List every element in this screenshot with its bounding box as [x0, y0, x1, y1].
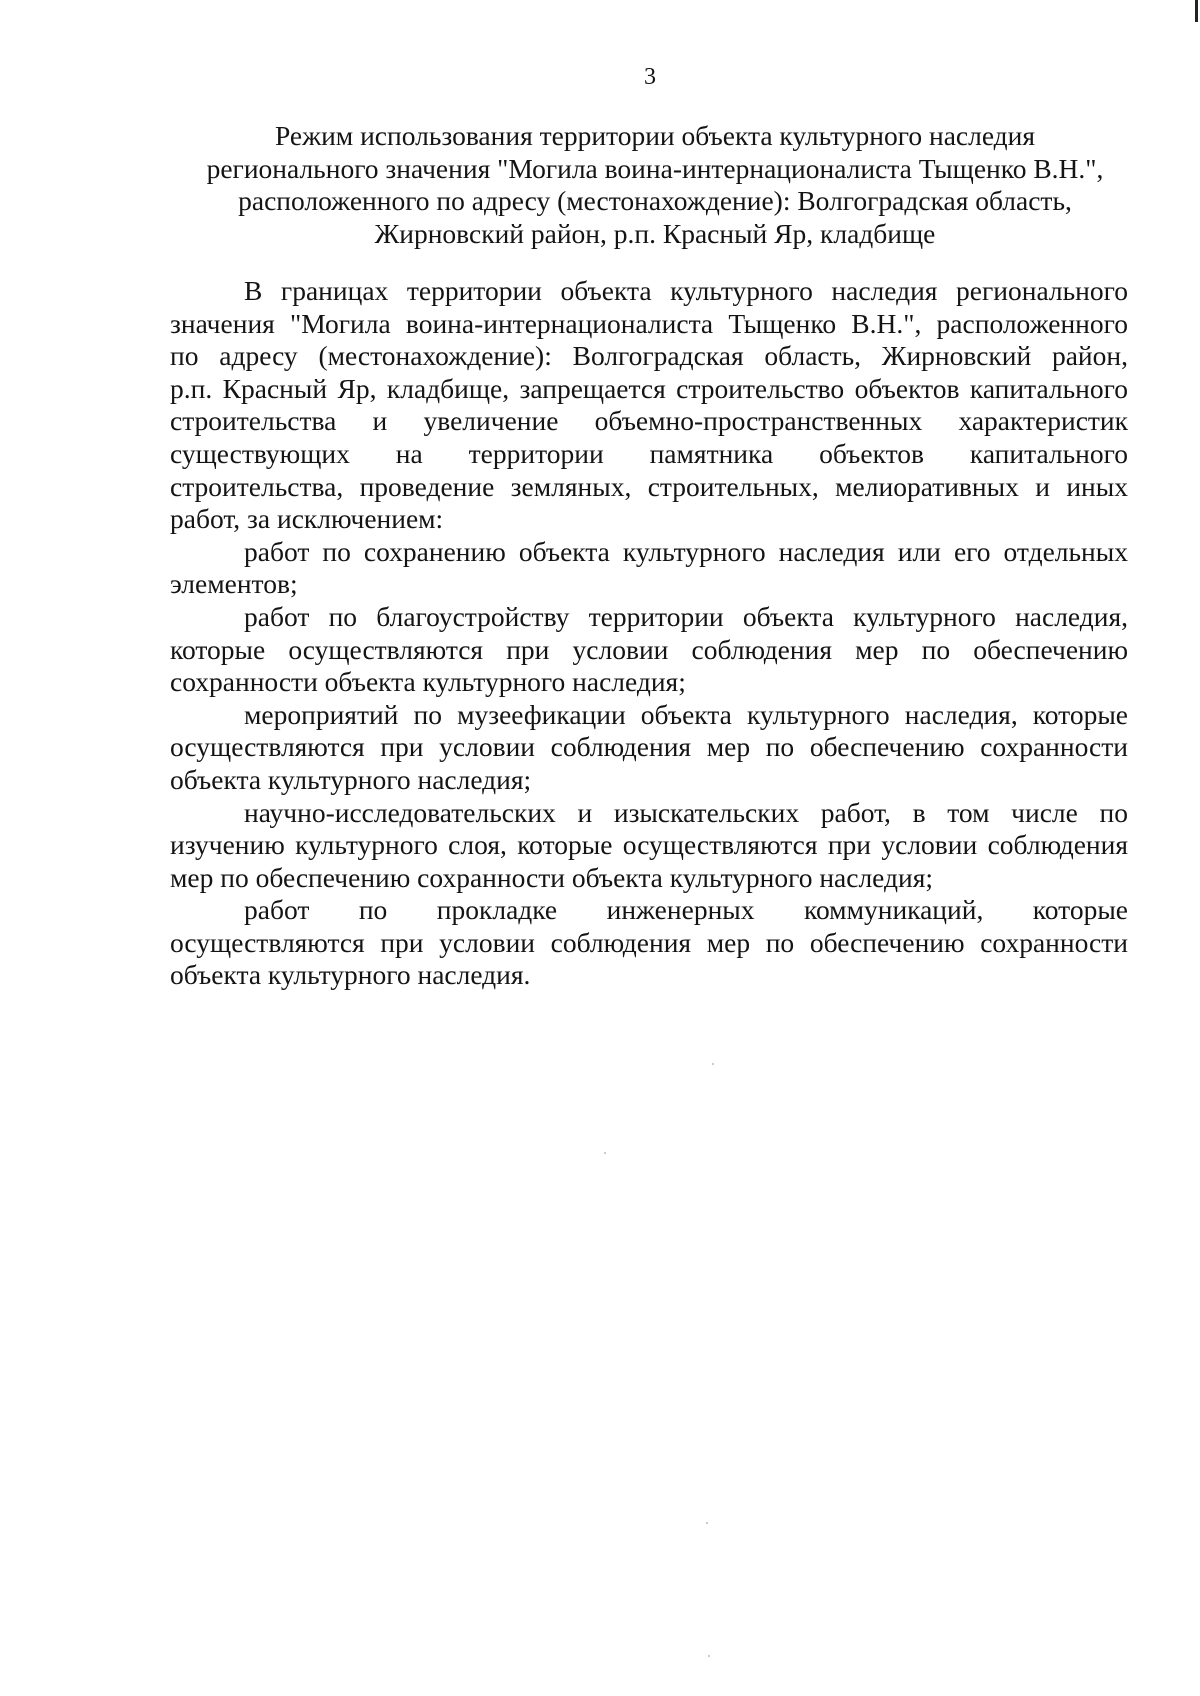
- paragraph-line: существующих на территории памятника объектов капитального: [170, 437, 1128, 469]
- paragraph-line: работ по сохранению объекта культурного наследия или его отдельных: [244, 535, 1128, 567]
- body-paragraph: [170, 894, 1128, 992]
- paragraph-line: значения "Могила воина-интернационалиста Тыщенко В.Н.", расположенного: [170, 307, 1128, 339]
- paragraph-last-line: элементов;: [170, 568, 298, 600]
- body-paragraph: [170, 536, 1128, 601]
- heading-line: регионального значения "Могила воина-интернационалиста Тыщенко В.Н.",: [206, 152, 1104, 184]
- scan-speck: [708, 1655, 710, 1657]
- body-paragraph: [170, 797, 1128, 895]
- heading-line: расположенного по адресу (местонахождение): Волгоградская область,: [238, 185, 1072, 216]
- paragraph-line: строительства и увеличение объемно-пространственных характеристик: [170, 405, 1128, 437]
- paragraph-line: которые осуществляются при условии соблюдения мер по обеспечению: [170, 633, 1128, 665]
- page-number: 3: [644, 64, 656, 90]
- heading-line: Режим использования территории объекта культурного наследия: [274, 120, 1036, 151]
- paragraph-line: р.п. Красный Яр, кладбище, запрещается строительство объектов капитального: [170, 372, 1128, 404]
- scan-speck: [706, 1522, 708, 1524]
- paragraph-line: осуществляются при условии соблюдения мер по обеспечению сохранности: [170, 926, 1128, 958]
- paragraph-last-line: сохранности объекта культурного наследия;: [170, 666, 686, 698]
- document-heading: [140, 120, 1170, 250]
- scan-edge-mark: [1195, 0, 1198, 22]
- heading-line: Жирновский район, р.п. Красный Яр, кладбище: [374, 217, 936, 249]
- paragraph-line: работ по прокладке инженерных коммуникаций, которые: [244, 894, 1128, 926]
- body-paragraph: [170, 275, 1128, 536]
- paragraph-line: изучению культурного слоя, которые осуществляются при условии соблюдения: [170, 829, 1128, 861]
- scan-speck: [604, 1152, 606, 1154]
- paragraph-line: научно-исследовательских и изыскательских работ, в том числе по: [244, 796, 1128, 828]
- paragraph-line: работ по благоустройству территории объекта культурного наследия,: [244, 600, 1128, 632]
- body-paragraph: [170, 601, 1128, 699]
- paragraph-last-line: работ, за исключением:: [170, 503, 444, 535]
- paragraph-line: В границах территории объекта культурного наследия регионального: [244, 275, 1128, 306]
- paragraph-last-line: объекта культурного наследия;: [170, 763, 532, 795]
- document-body: [170, 275, 1128, 992]
- paragraph-last-line: объекта культурного наследия.: [170, 959, 531, 991]
- paragraph-line: мероприятий по музеефикации объекта культурного наследия, которые: [244, 698, 1128, 730]
- paragraph-line: по адресу (местонахождение): Волгоградская область, Жирновский район,: [170, 340, 1128, 372]
- paragraph-line: строительства, проведение земляных, строительных, мелиоративных и иных: [170, 470, 1128, 502]
- body-paragraph: [170, 699, 1128, 797]
- scan-speck: [712, 1063, 714, 1065]
- paragraph-last-line: мер по обеспечению сохранности объекта культурного наследия;: [170, 861, 934, 893]
- paragraph-line: осуществляются при условии соблюдения мер по обеспечению сохранности: [170, 731, 1128, 763]
